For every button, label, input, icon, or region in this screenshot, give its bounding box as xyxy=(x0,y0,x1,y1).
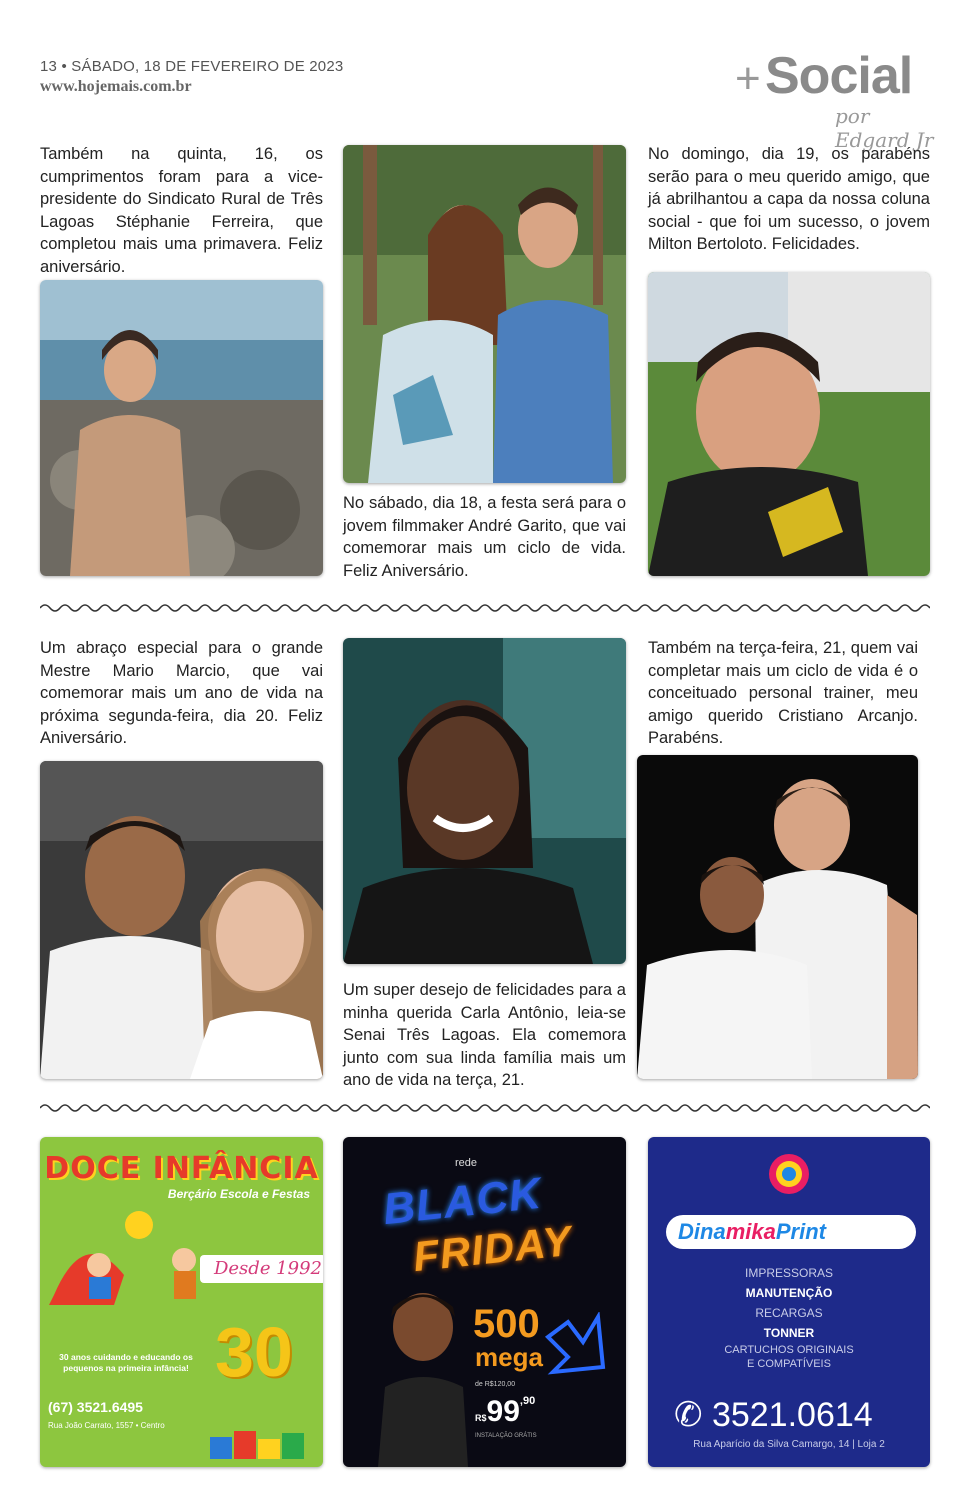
caption-cristiano: Também na terça-feira, 21, quem vai completar mais um ciclo de vida é o conceituado personal trainer, meu amigo querido Cristiano Arcanjo. Parabéns. xyxy=(648,639,918,747)
service-item: MANUTENÇÃO xyxy=(745,1286,833,1300)
caption-carla-antonio: Um super desejo de felicidades para a minha querida Carla Antônio, leia-se Senai Três Lagoas. Ela comemora junto com sua linda família mais um ano de vida na terça, 21. xyxy=(343,981,626,1089)
ad-doce-title: DOCE INFÂNCIA xyxy=(44,1151,319,1186)
service-item: CARTUCHOS ORIGINAIS xyxy=(724,1344,854,1356)
ad-dinamika-address: Rua Aparício da Silva Camargo, 14 | Loja 2 xyxy=(693,1439,885,1450)
issue-date: SÁBADO, 18 DE FEVEREIRO DE 2023 xyxy=(71,58,344,75)
ad-dinamika-phone-row xyxy=(674,1395,873,1435)
photo-andre-garito xyxy=(343,145,626,483)
service-item: TONNER xyxy=(763,1326,815,1340)
ad-bf-price: $R\$99^{,90}$ xyxy=(475,1395,536,1428)
logo-word: Social xyxy=(765,47,913,105)
ad-bf-friday: FRIDAY xyxy=(410,1216,575,1281)
site-url[interactable]: www.hojemais.com.br xyxy=(40,78,192,95)
phone-icon: ✆ xyxy=(674,1396,703,1434)
service-item: RECARGAS xyxy=(755,1306,823,1320)
ad-doce-phone[interactable]: (67) 3521.6495 xyxy=(48,1399,143,1415)
ad-dinamika-logo-icon xyxy=(764,1151,814,1197)
caption-stephanie: Também na quinta, 16, os cumprimentos foram para a vice-presidente do Sindicato Rural de Três Lagoas Stéphanie Ferreira, que completou mais uma primavera. Feliz aniversário. xyxy=(40,145,323,276)
logo-signature: por Edgard Jr xyxy=(835,104,934,152)
ad-doce-subtitle: Berçário Escola e Festas xyxy=(167,1187,310,1201)
ad-bf-brand: rede xyxy=(455,1157,478,1169)
ad-doce-illustration xyxy=(44,1205,214,1315)
photo-mario-marcio xyxy=(40,761,323,1079)
photo-milton xyxy=(648,272,930,576)
ad-doce-blocks xyxy=(210,1417,320,1463)
ad-bf-arrow-icon xyxy=(543,1312,613,1392)
ad-bf-person xyxy=(373,1277,473,1467)
photo-stephanie xyxy=(40,280,323,576)
ad-doce-tagline: 30 anos cuidando e educando os pequenos na primeira infância! xyxy=(59,1352,193,1373)
caption-andre-garito: No sábado, dia 18, a festa será para o jovem filmmaker André Garito, que vai comemorar mais um ciclo de vida. Feliz Aniversário. xyxy=(343,494,626,580)
ad-doce-30: 30 xyxy=(215,1313,293,1391)
ad-doce-since: Desde 1992 xyxy=(200,1255,323,1283)
ad-doce-address: Rua João Carrato, 1557 • Centro xyxy=(48,1421,165,1430)
issue-line: 13 • SÁBADO, 18 DE FEVEREIRO DE 2023 xyxy=(40,58,344,75)
section-divider-wave-2 xyxy=(40,1101,930,1115)
ad-bf-speed: 500 xyxy=(473,1302,540,1346)
ad-doce-infancia[interactable] xyxy=(40,1137,323,1467)
caption-mario-marcio: Um abraço especial para o grande Mestre Mario Marcio, que vai comemorar mais um ano de vida na próxima segunda-feira, dia 20. Feliz Aniversário. xyxy=(40,639,323,747)
page-number: 13 xyxy=(40,58,58,75)
ad-bf-install: INSTALAÇÃO GRÁTIS xyxy=(475,1433,537,1439)
ad-dinamika-services xyxy=(648,1263,930,1371)
section-divider-wave xyxy=(40,601,930,615)
ad-black-friday[interactable] xyxy=(343,1137,626,1467)
ad-dinamika-print[interactable] xyxy=(648,1137,930,1467)
photo-carla-antonio xyxy=(343,638,626,964)
ad-bf-old-price: de R$120,00 xyxy=(475,1381,516,1388)
ad-dinamika-name: DinamikaPrint xyxy=(678,1219,826,1244)
ad-dinamika-phone[interactable]: 3521.0614 xyxy=(711,1396,873,1434)
column-logo xyxy=(735,40,935,152)
photo-cristiano-arcanjo xyxy=(637,755,918,1079)
service-item: IMPRESSORAS xyxy=(744,1266,834,1280)
caption-milton: No domingo, dia 19, os parabéns serão para o meu querido amigo, que já abrilhantou a capa da nossa coluna social - que foi um sucesso, o jovem Milton Bertoloto. Felicidades. xyxy=(648,145,930,253)
service-item: E COMPATÍVEIS xyxy=(747,1358,831,1370)
ad-bf-unit: mega xyxy=(475,1342,543,1372)
logo-plus: + xyxy=(735,54,761,103)
ad-bf-black: BLACK xyxy=(380,1168,545,1235)
